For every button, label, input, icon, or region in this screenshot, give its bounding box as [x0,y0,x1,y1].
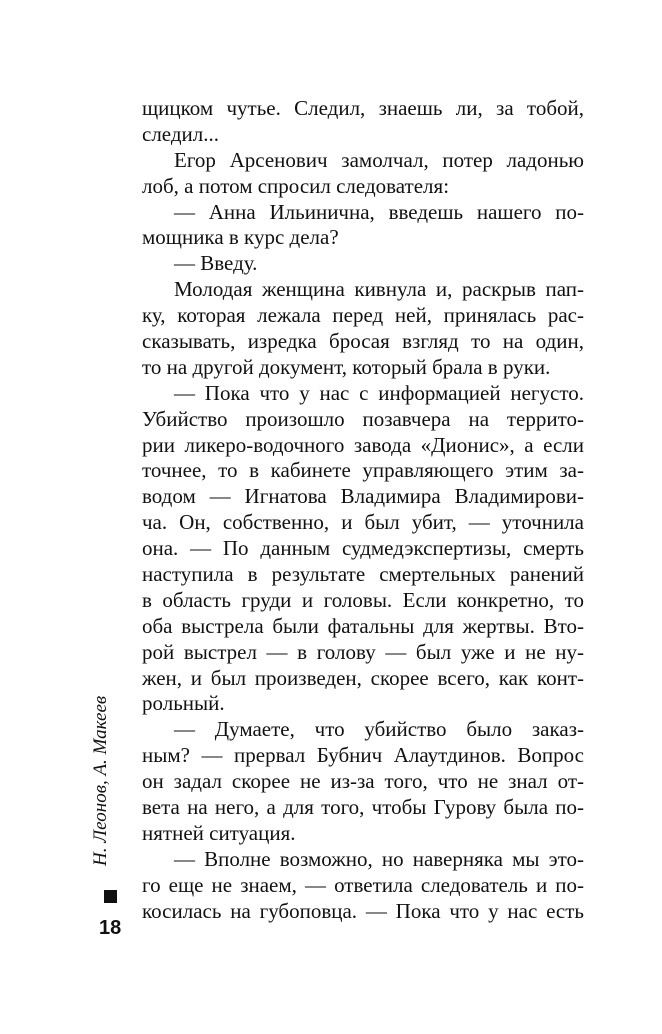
black-square-marker [104,890,117,903]
text-line: — Введу. [174,251,258,276]
text-line: — Думаете, что убийство было заказ- [174,717,584,742]
text-line: щицком чутье. Следил, знаешь ли, за тобой, [142,96,584,120]
text-line: — Анна Ильинична, введешь нашего по- [174,199,584,224]
text-line: водом — Игнатова Владимира Владимирови- [142,484,584,509]
text-line: Убийство произошло позавчера на террито- [142,406,584,431]
text-line: следил... [142,121,219,146]
text-line: жен, и был произведен, скорее всего, как конт- [142,665,584,690]
text-line: нятней ситуация. [142,820,296,845]
text-line: рии ликеро-водочного завода «Дионис», а если [142,432,584,457]
text-line: го еще не знаем, — ответила следователь и по- [142,872,584,897]
text-line: — Пока что у нас с информацией негусто. [174,380,584,405]
text-line: в область груди и головы. Если конкретно, то [142,587,584,612]
text-line: ча. Он, собственно, и был убит, — уточнила [142,510,584,535]
text-line: косилась на губоповца. — Пока что у нас есть [142,898,584,923]
text-line: точнее, то в кабинете управляющего этим за- [142,458,584,483]
page-body-text [142,96,584,925]
text-line: оба выстрела были фатальны для жертвы. Вто- [142,613,584,638]
text-line: рольный. [142,691,225,716]
text-line: вета на него, а для того, чтобы Гурову была по- [142,795,584,820]
text-line: лоб, а потом спросил следователя: [142,173,450,198]
text-line: рой выстрел — в голову — был уже и не ну- [142,639,584,664]
text-line: она. — По данным судмедэкспертизы, смерть [142,536,584,561]
text-line: сказывать, изредка бросая взгляд то на один, [142,329,584,354]
text-line: ку, которая лежала перед ней, принялась рас- [142,303,584,328]
page-number: 18 [99,917,122,939]
text-line: — Вполне возможно, но наверняка мы это- [174,846,584,871]
text-line: Молодая женщина кивнула и, раскрыв пап- [174,277,584,302]
text-line: мощника в курс дела? [142,225,339,250]
text-line: ным? — прервал Бубнич Алаутдинов. Вопрос [142,743,584,768]
text-line: он задал скорее не из-за того, что не знал от- [142,769,584,794]
running-head-author: Н. Леонов, А. Макеев [90,695,111,866]
text-line: наступила в результате смертельных ранений [142,562,584,587]
text-line: Егор Арсенович замолчал, потер ладонью [174,147,584,172]
text-line: то на другой документ, который брала в руки. [142,354,551,379]
